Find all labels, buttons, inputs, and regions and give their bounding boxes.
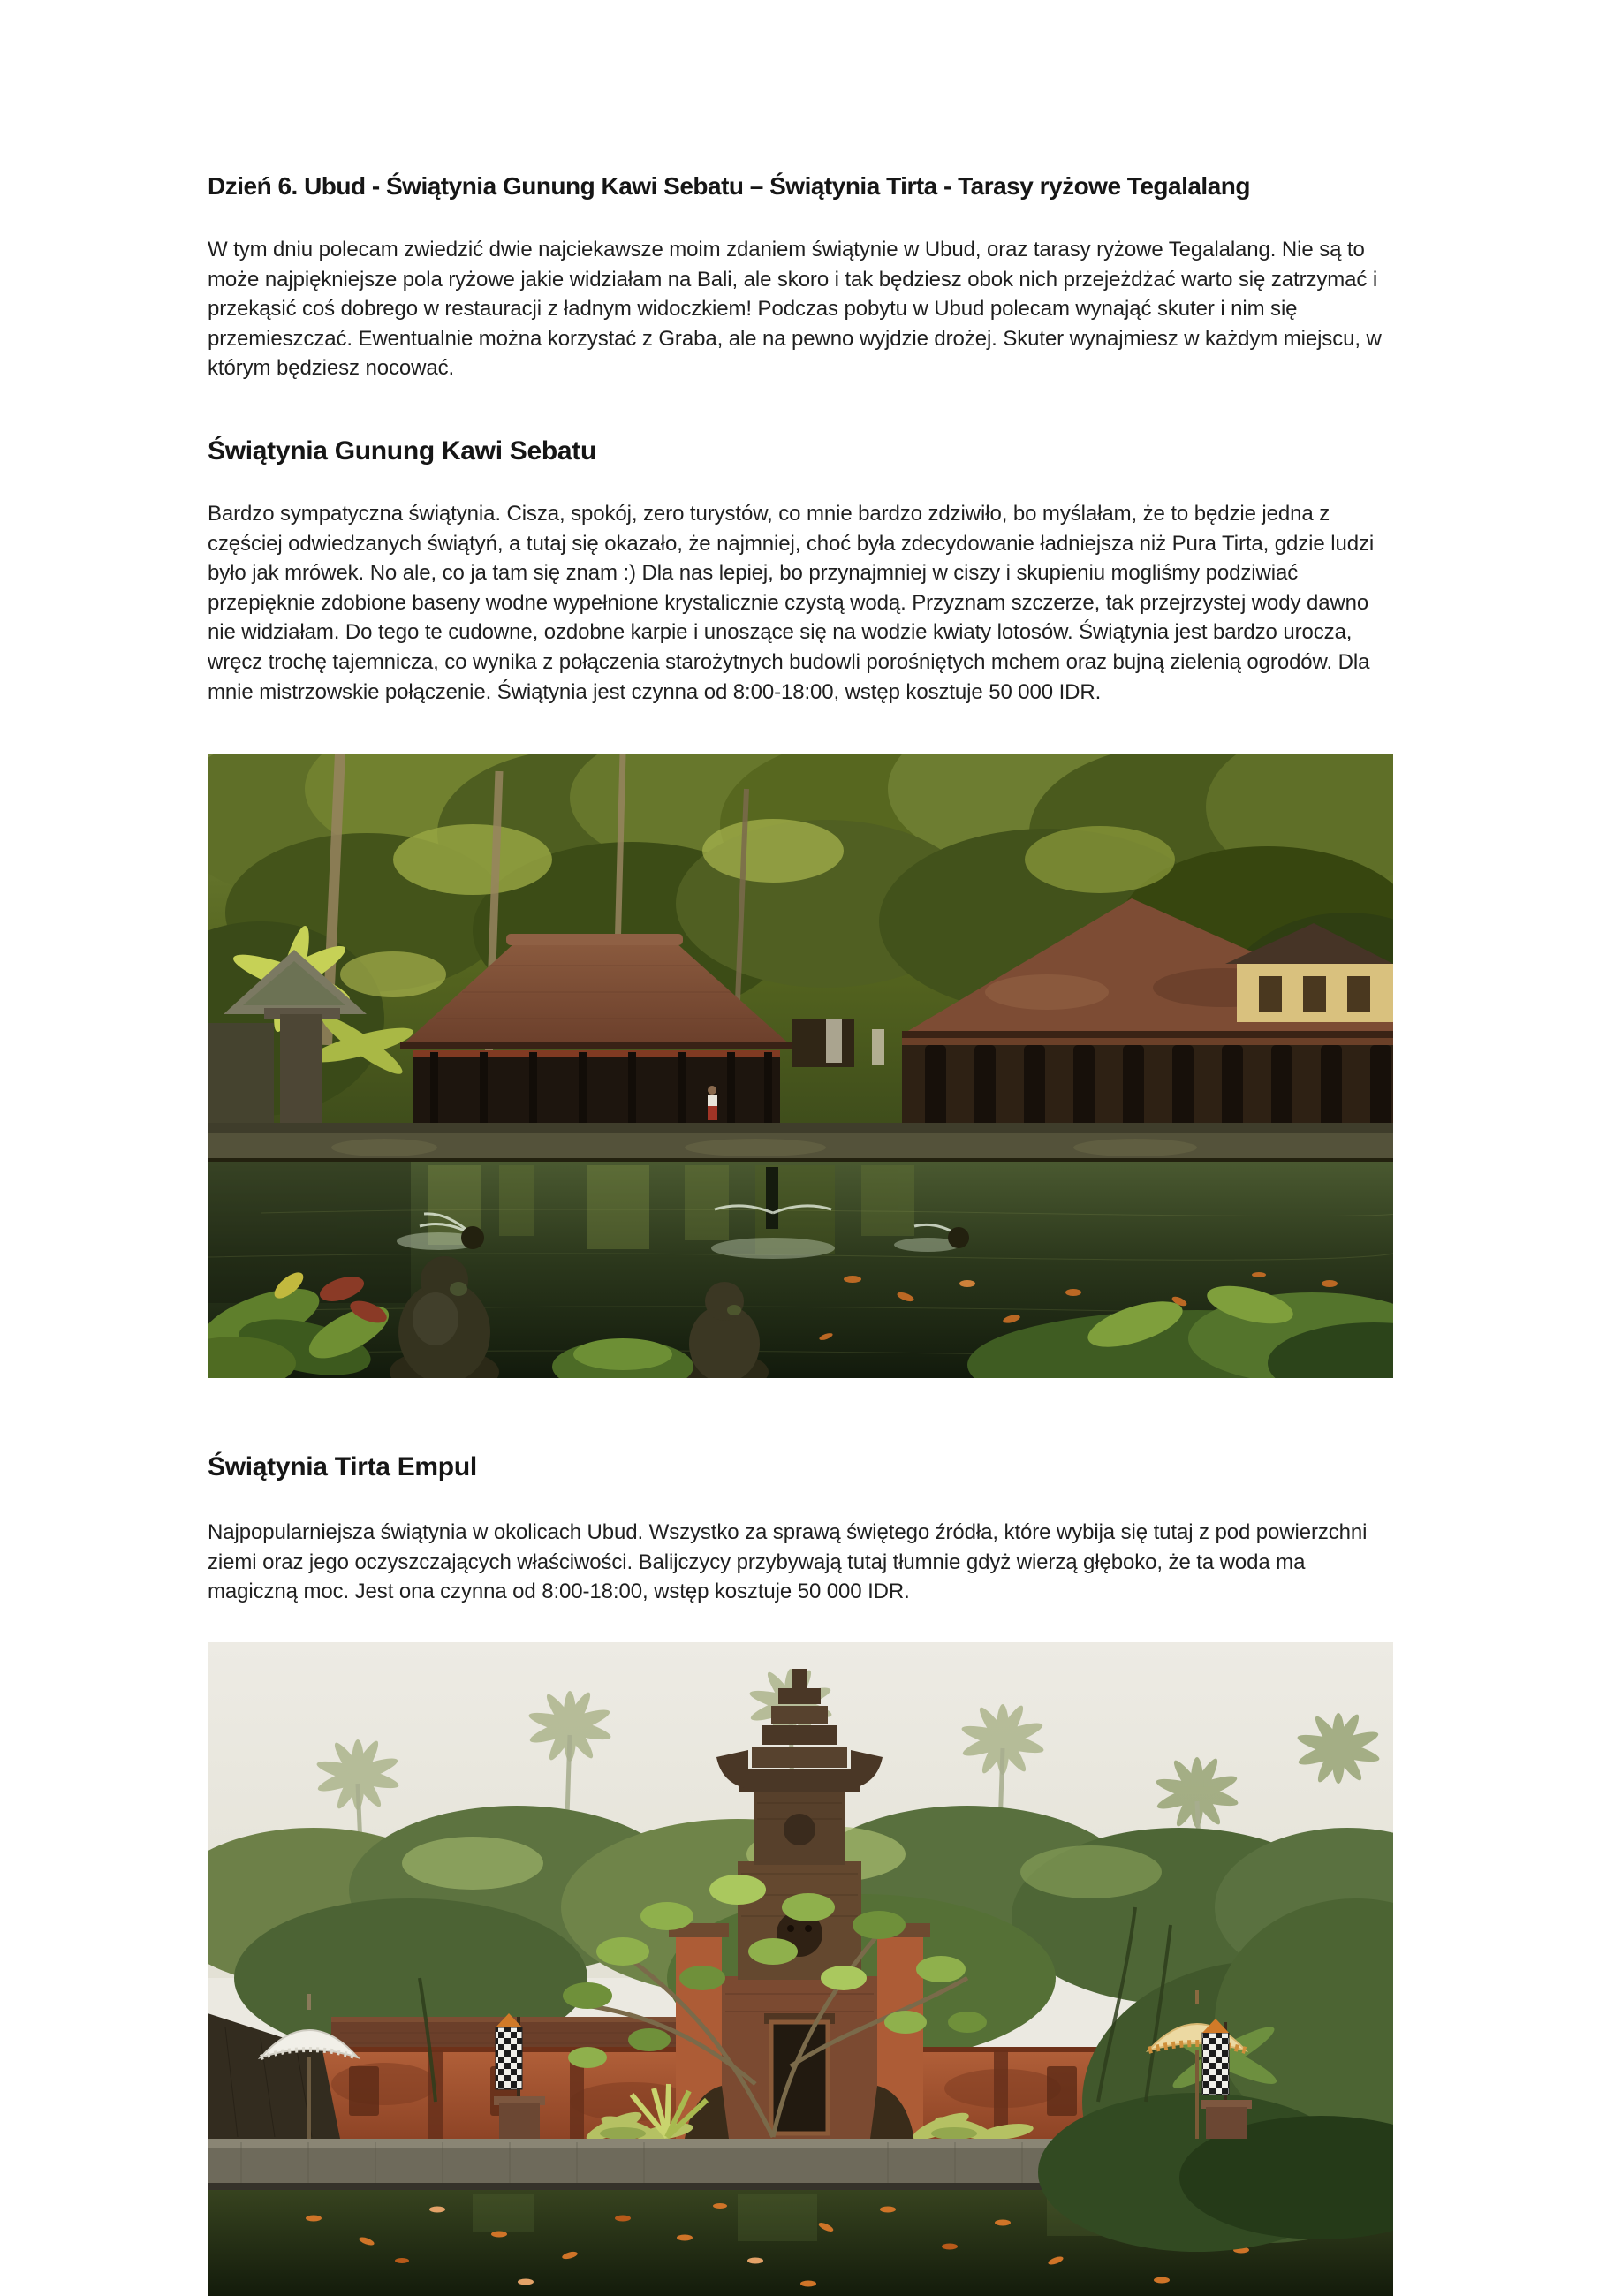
section-heading-tirta-empul: Świątynia Tirta Empul <box>208 1451 477 1481</box>
photo-gunung-kawi-sebatu <box>208 754 1393 1378</box>
intro-paragraph: W tym dniu polecam zwiedzić dwie najciekawsze moim zdaniem świątynie w Ubud, oraz tarasy ryżowe Tegalalang. Nie są to może najpiękniejsze pola ryżowe jakie widziałam na Bali, ale skoro i tak będziesz obok nich przejeżdżać warto się zatrzymać i przekąsić coś dobrego w restauracji z ładnym widoczkiem! Podczas pobytu w Ubud polecam wynająć skuter i nim się przemieszczać. Ewentualnie można korzystać z Graba, ale na pewno wyjdzie drożej. Skuter wynajmiesz w każdym miejscu, w którym będziesz nocować. <box>208 238 1382 381</box>
fountain-ornament <box>766 1167 778 1229</box>
tirta-empul-illustration <box>208 1642 1393 2296</box>
gunung-kawi-illustration <box>208 754 1393 1378</box>
white-statue <box>826 1019 842 1063</box>
stone-balustrade <box>208 1133 1393 1163</box>
gunung-kawi-paragraph: Bardzo sympatyczna świątynia. Cisza, spokój, zero turystów, co mnie bardzo zdziwiło, bo myślałam, że to będzie jedna z częściej odwiedzanych świątyń, a tutaj się okazało, że najmniej, choć była zdecydowanie ładniejsza niż Pura Tirta, gdzie ludzi było jak mrówek. No ale, co ja tam się znam :) Dla nas lepiej, bo przynajmniej w ciszy i skupieniu mogliśmy podziwiać przepięknie zdobione baseny wodne wypełnione krystalicznie czystą wodą. Przyznam szczerze, tak przejrzystej wody dawno nie widziałam. Do tego te cudowne, ozdobne karpie i unoszące się na wodzie kwiaty lotosów. Świątynia jest bardzo urocza, wręcz trochę tajemnicza, co wynika z połączenia starożytnych budowli porośniętych mchem oraz bujną zielenią ogrodów. Dla mnie mistrzowskie połączenie. Świątynia jest czynna od 8:00-18:00, wstęp kosztuje 50 000 IDR. <box>208 502 1375 704</box>
section-heading-gunung-kawi: Świątynia Gunung Kawi Sebatu <box>208 436 596 466</box>
tirta-empul-paragraph: Najpopularniejsza świątynia w okolicach Ubud. Wszystko za sprawą świętego źródła, które wybija się tutaj z pod powierzchni ziemi oraz jego oczyszczających właściwości. Balijczycy przybywają tutaj tłumnie gdyż wierzą głęboko, że ta woda ma magiczną moc. Jest ona czynna od 8:00-18:00, wstęp kosztuje 50 000 IDR. <box>208 1520 1368 1604</box>
photo-tirta-empul <box>208 1642 1393 2296</box>
visitor-figure <box>708 1086 717 1120</box>
page-title: Dzień 6. Ubud - Świątynia Gunung Kawi Sebatu – Świątynia Tirta - Tarasy ryżowe Tegalalang <box>208 171 1250 200</box>
